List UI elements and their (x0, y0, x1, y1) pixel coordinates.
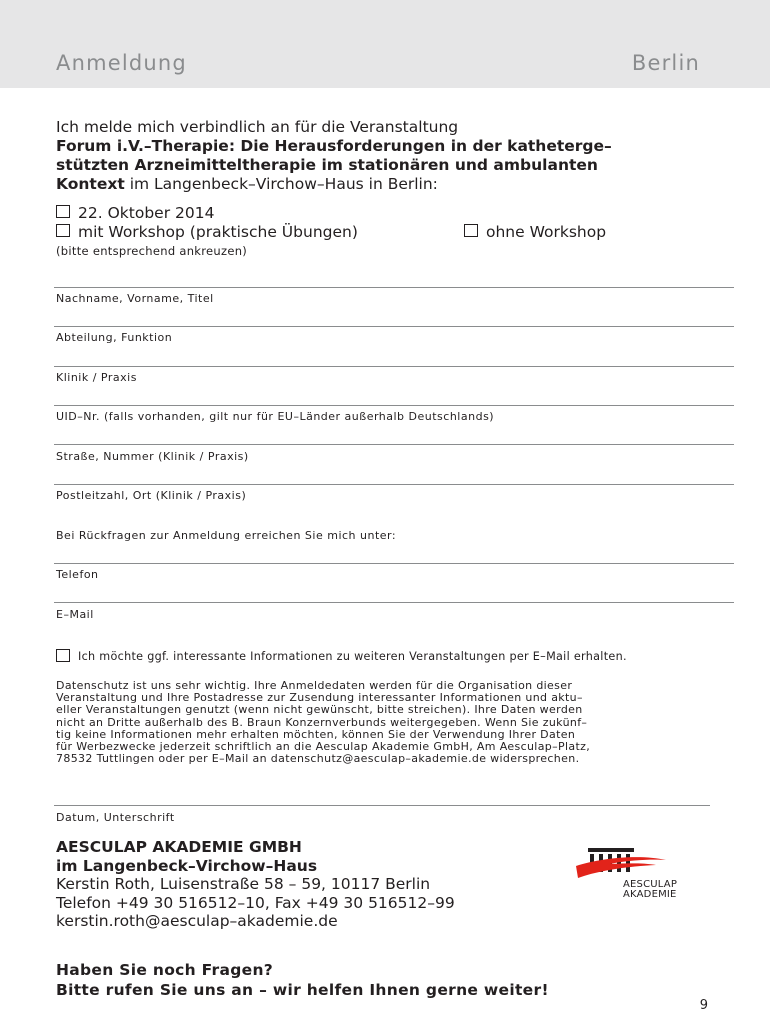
field-label-uid: UID–Nr. (falls vorhanden, gilt nur für EU–Länder außerhalb Deutschlands) (56, 410, 495, 423)
field-label-email: E–Mail (56, 608, 94, 621)
privacy-line: Datenschutz ist uns sehr wichtig. Ihre Anmeldedaten werden für die Organisation dieser (56, 679, 573, 692)
intro-line-1: Ich melde mich verbindlich an für die Veranstaltung (56, 118, 459, 136)
footer-questions (56, 960, 549, 1000)
option-with-workshop-label: mit Workshop (praktische Übungen) (78, 223, 358, 241)
option-date[interactable] (56, 204, 214, 222)
without-workshop-checkbox[interactable] (464, 224, 478, 237)
footer-phone: Telefon +49 30 516512–10, Fax +49 30 516512–99 (56, 893, 455, 912)
checkbox-hint: (bitte entsprechend ankreuzen) (56, 244, 248, 258)
field-label-department: Abteilung, Funktion (56, 331, 173, 344)
consent-label: Ich möchte ggf. interessante Informationen zu weiteren Veranstaltungen per E–Mail erhalten. (78, 650, 627, 663)
intro-line-3: stützten Arzneimitteltherapie im stationären und ambulanten (56, 156, 598, 174)
signature-line[interactable] (54, 805, 710, 806)
field-label-clinic: Klinik / Praxis (56, 371, 137, 384)
intro-text (56, 118, 716, 194)
footer-question: Haben Sie noch Fragen? (56, 961, 274, 979)
privacy-line: für Werbezwecke jederzeit schriftlich an die Aesculap Akademie GmbH, Am Aesculap–Platz, (56, 740, 591, 754)
field-label-phone: Telefon (56, 568, 99, 581)
field-line-postal[interactable] (54, 484, 734, 485)
field-line-department[interactable] (54, 326, 734, 327)
field-label-name: Nachname, Vorname, Titel (56, 292, 214, 305)
option-without-workshop-label: ohne Workshop (486, 223, 607, 241)
field-line-street[interactable] (54, 444, 734, 445)
field-line-uid[interactable] (54, 405, 734, 406)
field-label-street: Straße, Nummer (Klinik / Praxis) (56, 450, 249, 463)
field-label-postal: Postleitzahl, Ort (Klinik / Praxis) (56, 489, 247, 502)
with-workshop-checkbox[interactable] (56, 224, 70, 237)
intro-line-2: Forum i.V.–Therapie: Die Herausforderungen in der katheterge– (56, 137, 612, 155)
privacy-line: Veranstaltung und Ihre Postadresse zur Zusendung interessanter Informationen und aktu– (56, 691, 583, 705)
logo-swoosh (576, 857, 666, 878)
logo-text-line-2: AKADEMIE (623, 889, 677, 900)
footer-venue: im Langenbeck–Virchow–Haus (56, 856, 318, 875)
page-title: Anmeldung (56, 51, 187, 75)
signature-label: Datum, Unterschrift (56, 811, 175, 824)
privacy-line: 78532 Tuttlingen oder per E–Mail an datenschutz@aesculap–akademie.de widersprechen. (56, 752, 580, 766)
privacy-notice (56, 680, 716, 765)
intro-line-4-rest: im Langenbeck–Virchow–Haus in Berlin: (124, 175, 438, 193)
consent-option[interactable] (56, 650, 627, 664)
option-with-workshop[interactable] (56, 223, 358, 241)
option-without-workshop[interactable] (464, 223, 606, 241)
privacy-line: tig keine Informationen mehr erhalten möchten, können Sie der Verwendung Ihrer Daten (56, 727, 576, 741)
field-line-email[interactable] (54, 602, 734, 603)
intro-line-4-bold: Kontext (56, 175, 125, 193)
intro-line-4 (56, 175, 716, 194)
field-label-contact-note: Bei Rückfragen zur Anmeldung erreichen Sie mich unter: (56, 529, 397, 542)
footer-email: kerstin.roth@aesculap–akademie.de (56, 912, 338, 930)
privacy-line: eller Veranstaltungen genutzt (wenn nicht gewünscht, bitte streichen). Ihre Daten werden (56, 703, 583, 717)
footer-call: Bitte rufen Sie uns an – wir helfen Ihnen gerne weiter! (56, 981, 549, 999)
date-checkbox[interactable] (56, 205, 70, 218)
field-line-phone[interactable] (54, 563, 734, 564)
footer-contact (56, 838, 455, 931)
footer-address: Kerstin Roth, Luisenstraße 58 – 59, 10117 Berlin (56, 875, 431, 893)
consent-checkbox[interactable] (56, 649, 70, 662)
page-number: 9 (699, 998, 708, 1013)
header-city: Berlin (631, 51, 700, 75)
privacy-line: nicht an Dritte außerhalb des B. Braun Konzernverbunds weitergegeben. Wenn Sie zukünf– (56, 715, 588, 729)
field-line-name[interactable] (54, 287, 734, 288)
logo-text-line-1: AESCULAP (623, 879, 678, 890)
footer-company: AESCULAP AKADEMIE GMBH (56, 838, 302, 856)
field-line-clinic[interactable] (54, 366, 734, 367)
option-date-label: 22. Oktober 2014 (78, 204, 215, 222)
